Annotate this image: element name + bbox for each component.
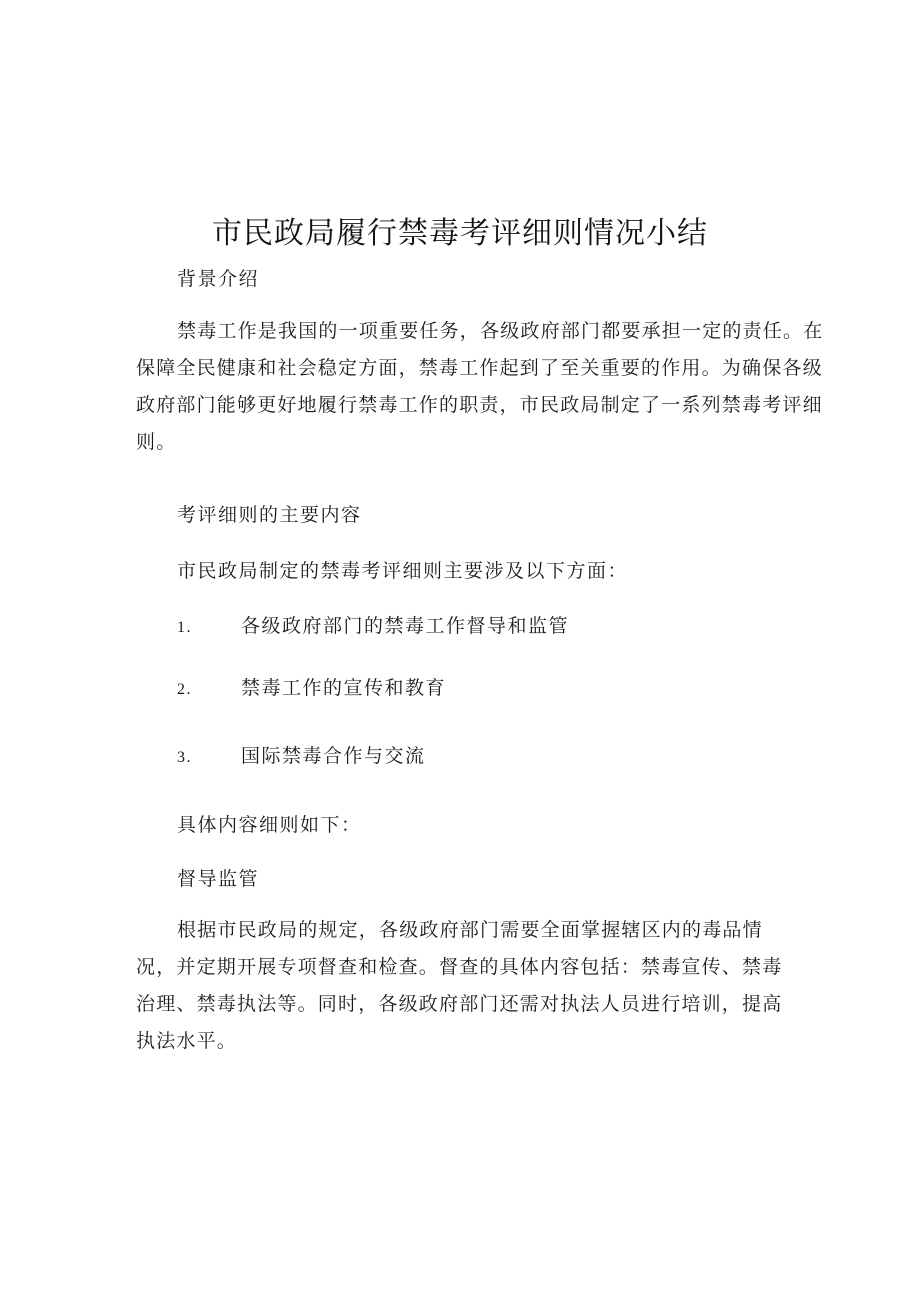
list-number: 1.	[177, 619, 192, 636]
list-number: 3.	[177, 749, 192, 766]
list-item	[177, 673, 446, 700]
list-text: 国际禁毒合作与交流	[241, 745, 426, 767]
list-number: 2.	[177, 681, 192, 698]
background-heading: 背景介绍	[177, 268, 260, 290]
document-title: 市民政局履行禁毒考评细则情况小结	[212, 216, 708, 251]
list-text: 各级政府部门的禁毒工作督导和监管	[241, 615, 570, 637]
content-heading: 考评细则的主要内容	[177, 504, 362, 526]
supervision-paragraph: 根据市民政局的规定，各级政府部门需要全面掌握辖区内的毒品情况，并定期开展专项督查和检查。督查的具体内容包括：禁毒宣传、禁毒治理、禁毒执法等。同时，各级政府部门还需对执法人员进行培训，提高执法水平。	[136, 919, 783, 1052]
list-item	[177, 611, 569, 638]
supervision-heading: 督导监管	[177, 868, 260, 890]
content-intro: 市民政局制定的禁毒考评细则主要涉及以下方面：	[177, 560, 629, 582]
list-text: 禁毒工作的宣传和教育	[241, 677, 447, 699]
details-intro: 具体内容细则如下：	[177, 814, 362, 836]
background-paragraph: 禁毒工作是我国的一项重要任务，各级政府部门都要承担一定的责任。在保障全民健康和社会稳定方面，禁毒工作起到了至关重要的作用。为确保各级政府部门能够更好地履行禁毒工作的职责，市民政局制定了一系列禁毒考评细则。	[136, 320, 824, 453]
list-item	[177, 741, 426, 768]
